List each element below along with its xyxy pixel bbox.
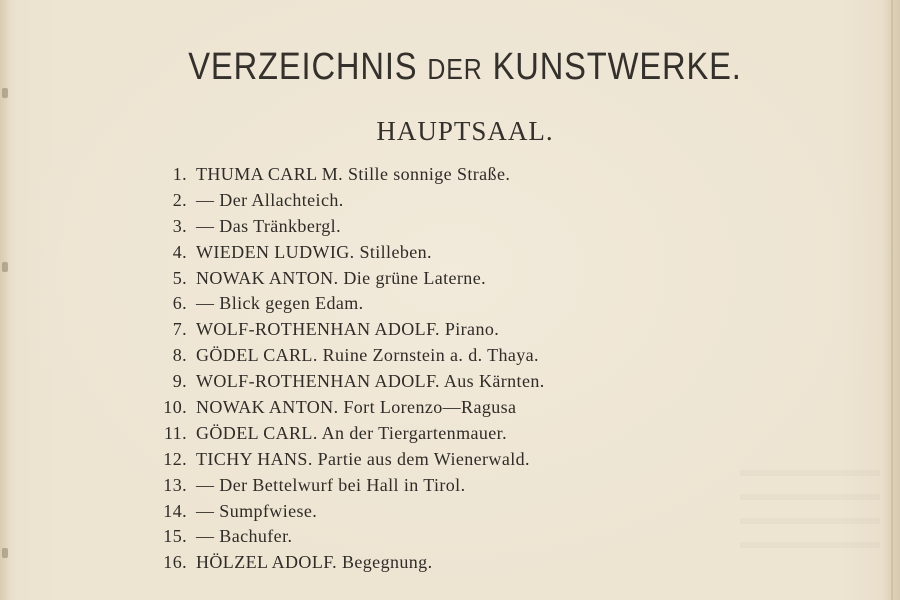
- list-item: [150, 447, 545, 473]
- entry-text: GÖDEL CARL. An der Tiergartenmauer.: [196, 422, 507, 443]
- entry-number: 2.: [172, 189, 187, 210]
- title-word-verzeichnis: VERZEICHNIS: [188, 46, 418, 88]
- list-item: [150, 162, 545, 188]
- list-item: [150, 473, 545, 499]
- binding-mark: [2, 262, 8, 272]
- title-word-kunstwerke: KUNSTWERKE.: [492, 46, 742, 88]
- entry-number: 1.: [172, 164, 187, 184]
- entry-number: 7.: [172, 319, 187, 340]
- artwork-list: [150, 162, 545, 576]
- entry-number: 11.: [163, 422, 187, 443]
- entry-text: — Blick gegen Edam.: [196, 293, 364, 314]
- binding-mark: [2, 88, 8, 98]
- entry-text: TICHY HANS. Partie aus dem Wienerwald.: [196, 448, 530, 469]
- entry-text: GÖDEL CARL. Ruine Zornstein a. d. Thaya.: [196, 345, 539, 366]
- entry-text: NOWAK ANTON. Die grüne Laterne.: [196, 267, 486, 288]
- entry-text: — Der Bettelwurf bei Hall in Tirol.: [196, 474, 466, 495]
- entry-number: 5.: [172, 267, 187, 288]
- list-item: [150, 291, 545, 317]
- entry-text: — Das Tränkbergl.: [196, 215, 341, 236]
- entry-number: 14.: [163, 500, 187, 521]
- title-word-der: DER: [427, 54, 483, 86]
- entry-number: 4.: [172, 241, 187, 262]
- section-heading: HAUPTSAAL.: [376, 116, 554, 146]
- binding-line: [891, 0, 893, 600]
- entry-number: 6.: [172, 293, 187, 314]
- entry-text: NOWAK ANTON. Fort Lorenzo—Ragusa: [196, 397, 517, 418]
- show-through-texture: [740, 470, 880, 550]
- list-item: [150, 343, 545, 369]
- entry-text: — Sumpfwiese.: [196, 500, 318, 521]
- entry-text: — Bachufer.: [196, 526, 293, 547]
- list-item: [150, 499, 545, 525]
- list-item: [150, 266, 545, 292]
- entry-text: WIEDEN LUDWIG. Stilleben.: [196, 241, 432, 262]
- list-item: [150, 188, 545, 214]
- entry-number: 15.: [163, 526, 187, 547]
- entry-number: 10.: [163, 397, 187, 418]
- list-item: [150, 395, 545, 421]
- list-item: [150, 524, 545, 550]
- entry-number: 3.: [172, 215, 187, 236]
- list-item: [150, 369, 545, 395]
- document-title: [65, 46, 865, 89]
- list-item: [150, 240, 545, 266]
- entry-number: 8.: [172, 345, 187, 366]
- entry-number: 16.: [163, 552, 187, 573]
- entry-text: WOLF-ROTHENHAN ADOLF. Aus Kärnten.: [196, 371, 545, 392]
- entry-number: 9.: [172, 371, 187, 392]
- list-item: [150, 421, 545, 447]
- entry-text: WOLF-ROTHENHAN ADOLF. Pirano.: [196, 319, 500, 340]
- list-item: [150, 317, 545, 343]
- entry-text: HÖLZEL ADOLF. Begegnung.: [196, 552, 433, 573]
- entry-number: 12.: [163, 448, 187, 469]
- entry-text: THUMA CARL M. Stille sonnige Straße.: [196, 164, 511, 184]
- list-item: [150, 214, 545, 240]
- binding-mark: [2, 548, 8, 558]
- entry-text: — Der Allachteich.: [196, 189, 344, 210]
- list-item: [150, 550, 545, 576]
- entry-number: 13.: [163, 474, 187, 495]
